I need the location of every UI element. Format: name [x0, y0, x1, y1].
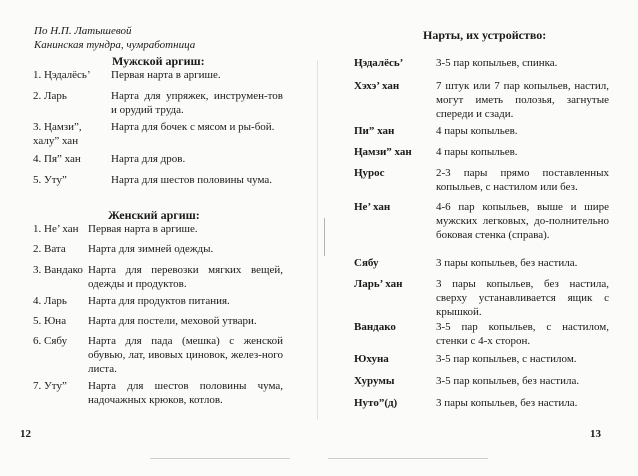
item-desc: Нарта для бочек с мясом и ры-бой.: [111, 121, 275, 133]
sled-desc: 3-5 пар копыльев, с настилом.: [436, 353, 577, 365]
item-desc: Нарта для дров.: [111, 153, 186, 165]
item-name: 5. Юна: [33, 315, 67, 327]
sled-desc: 4 пары копыльев.: [436, 125, 518, 137]
page-number-left: 12: [20, 428, 31, 440]
scan-line: [150, 458, 290, 459]
item-name: 1. Не’ хан: [33, 223, 79, 235]
item-desc: Нарта для продуктов питания.: [88, 295, 230, 307]
item-name: 5. Уту”: [33, 174, 67, 186]
item-desc: Первая нарта в аргише.: [111, 69, 221, 81]
sled-term: Ңэдалёсь’: [354, 57, 404, 69]
item-name: 7. Уту”: [33, 380, 67, 392]
sled-term: Ңамзи” хан: [354, 146, 412, 158]
item-name: 4. Ларь: [33, 295, 67, 307]
sled-term: Ларь’ хан: [354, 278, 403, 290]
sled-desc: 3 пары копыльев, без настила, сверху устанавливается ящик с крышкой.: [436, 278, 609, 318]
item-desc: Нарта для шестов половины чума, надочажных крюков, котлов.: [88, 380, 283, 406]
item-name: 4. Пя” хан: [33, 153, 81, 165]
item-desc: Нарта для упряжек, инструмен-тов и орудий труда.: [111, 90, 283, 116]
mens-section-title: Мужской аргиш:: [112, 54, 205, 68]
item-name: 2. Ларь: [33, 90, 67, 102]
item-desc: Нарта для пада (мешка) с женской обувью, лат, ивовых циновок, желез-ного листа.: [88, 335, 283, 375]
sled-desc: 3-5 пар копыльев, спинка.: [436, 57, 558, 69]
source-location: Канинская тундра, чумработница: [34, 39, 196, 51]
item-name: 1. Ңэдалёсь’: [33, 69, 91, 81]
sled-desc: 3-5 пар копыльев, без настила.: [436, 375, 580, 387]
item-name: 3. Вандако: [33, 264, 83, 276]
item-name: 2. Вата: [33, 243, 66, 255]
item-desc: Нарта для шестов половины чума.: [111, 174, 273, 186]
item-desc: Первая нарта в аргише.: [88, 223, 198, 235]
sled-desc: 2-3 пары прямо поставленных копыльев, с настилом или без.: [436, 167, 609, 193]
sled-term: Юхуна: [354, 353, 389, 365]
item-name: 3. Ңамзи”, халу” хан: [33, 121, 82, 147]
sled-term: Не’ хан: [354, 201, 391, 213]
sled-term: Ңурос: [354, 167, 385, 179]
item-desc: Нарта для перевозки мягких вещей, одежды и продуктов.: [88, 264, 283, 290]
page-number-right: 13: [590, 428, 601, 440]
sled-desc: 4 пары копыльев.: [436, 146, 518, 158]
sled-desc: 7 штук или 7 пар копыльев, настил, могут иметь полозья, загнутые спереди и сзади.: [436, 80, 609, 120]
sled-desc: 4-6 пар копыльев, выше и шире мужских легковых, до-полнительно боковая стенка (справа).: [436, 201, 609, 241]
item-name: 6. Сябу: [33, 335, 68, 347]
right-page: [318, 0, 638, 476]
womens-section-title: Женский аргиш:: [108, 208, 200, 222]
sled-term: Вандако: [354, 321, 396, 333]
page-title: Нарты, их устройство:: [423, 28, 547, 42]
source-author: По Н.П. Латышевой: [34, 25, 132, 37]
sled-term: Пи” хан: [354, 125, 395, 137]
scan-line: [328, 458, 488, 459]
sled-term: Хурумы: [354, 375, 395, 387]
sled-term: Сябу: [354, 257, 379, 269]
sled-desc: 3 пары копыльев, без настила.: [436, 257, 578, 269]
item-desc: Нарта для зимней одежды.: [88, 243, 214, 255]
item-desc: Нарта для постели, меховой утвари.: [88, 315, 257, 327]
sled-term: Нуто”(д): [354, 397, 398, 409]
sled-desc: 3 пары копыльев, без настила.: [436, 397, 578, 409]
sled-term: Хэхэ’ хан: [354, 80, 400, 92]
left-page: [0, 0, 318, 476]
sled-desc: 3-5 пар копыльев, с настилом, стенки с 4-х сторон.: [436, 321, 609, 347]
